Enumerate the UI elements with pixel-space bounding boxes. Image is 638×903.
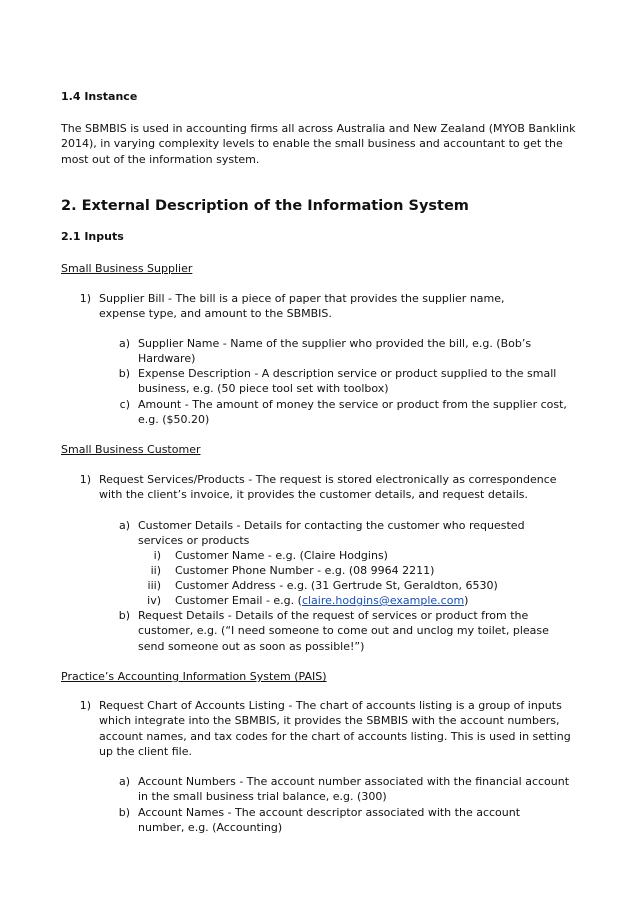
list-item-text: Customer Phone Number - e.g. (08 9964 2211) (175, 564, 435, 577)
heading-2: 2. External Description of the Information System (61, 198, 469, 214)
list-item-text: Customer Name - e.g. (Claire Hodgins) (175, 549, 388, 562)
list-marker: iv) (147, 594, 161, 607)
list-marker: ii) (150, 564, 161, 577)
list-item-text: Expense Description - A description service or product supplied to the small business, e.g. (50 piece tool set with toolbox) (138, 367, 557, 396)
list-marker: 1) (79, 699, 91, 712)
paragraph-instance: The SBMBIS is used in accounting firms all across Australia and New Zealand (MYOB Banklink 2014), in varying complexity levels to enable the small business and accountant to get the most out of the information system. (61, 122, 576, 166)
list-marker: 1) (79, 473, 91, 486)
customer-email-link[interactable]: claire.hodgins@example.com (301, 594, 465, 607)
email-prefix-text: Customer Email - e.g. ( (175, 594, 302, 607)
list-item-text: Account Numbers - The account number associated with the financial account in the small business trial balance, e.g. (300) (138, 775, 570, 804)
list-item-text: Amount - The amount of money the service or product from the supplier cost, e.g. ($50.20) (138, 398, 567, 427)
list-marker: iii) (147, 579, 161, 592)
list-item-text (175, 593, 575, 608)
list-marker: 1) (79, 292, 91, 305)
list-marker: a) (118, 775, 130, 788)
list-marker: a) (118, 519, 130, 532)
list-item-text: Request Services/Products - The request is stored electronically as correspondence with the client’s invoice, it provides the customer details, and request details. (99, 473, 557, 502)
heading-2-1: 2.1 Inputs (61, 230, 124, 243)
heading-1-4: 1.4 Instance (61, 90, 138, 103)
list-item-text: Account Names - The account descriptor associated with the account number, e.g. (Accounting) (138, 806, 521, 835)
list-marker: a) (118, 337, 130, 350)
list-marker: b) (118, 367, 130, 380)
list-item-text: Customer Address - e.g. (31 Gertrude St, Geraldton, 6530) (175, 579, 498, 592)
section-customer-title: Small Business Customer (61, 443, 201, 456)
list-item-text: Customer Details - Details for contacting the customer who requested services or products (138, 519, 525, 548)
list-item-text: Supplier Name - Name of the supplier who provided the bill, e.g. (Bob’s Hardware) (138, 337, 532, 366)
list-marker: i) (153, 549, 161, 562)
list-marker: c) (119, 398, 130, 411)
email-suffix-text: ) (464, 594, 469, 607)
list-marker: b) (118, 806, 130, 819)
list-item-text: Request Details - Details of the request of services or product from the customer, e.g. (“I need someone to come out and unclog my toilet, please send someone out as soon as possible!”) (138, 609, 549, 653)
list-marker: b) (118, 609, 130, 622)
list-item-text: Request Chart of Accounts Listing - The chart of accounts listing is a group of inputs which integrate into the SBMBIS, it provides the SBMBIS with the account numbers, account names, and tax codes for the chart of accounts listing. This is used in setting up the client file. (99, 699, 571, 758)
section-pais-title: Practice’s Accounting Information System (PAIS) (61, 670, 327, 683)
list-item-text: Supplier Bill - The bill is a piece of paper that provides the supplier name, expense type, and amount to the SBMBIS. (99, 292, 505, 321)
section-supplier-title: Small Business Supplier (61, 262, 193, 275)
